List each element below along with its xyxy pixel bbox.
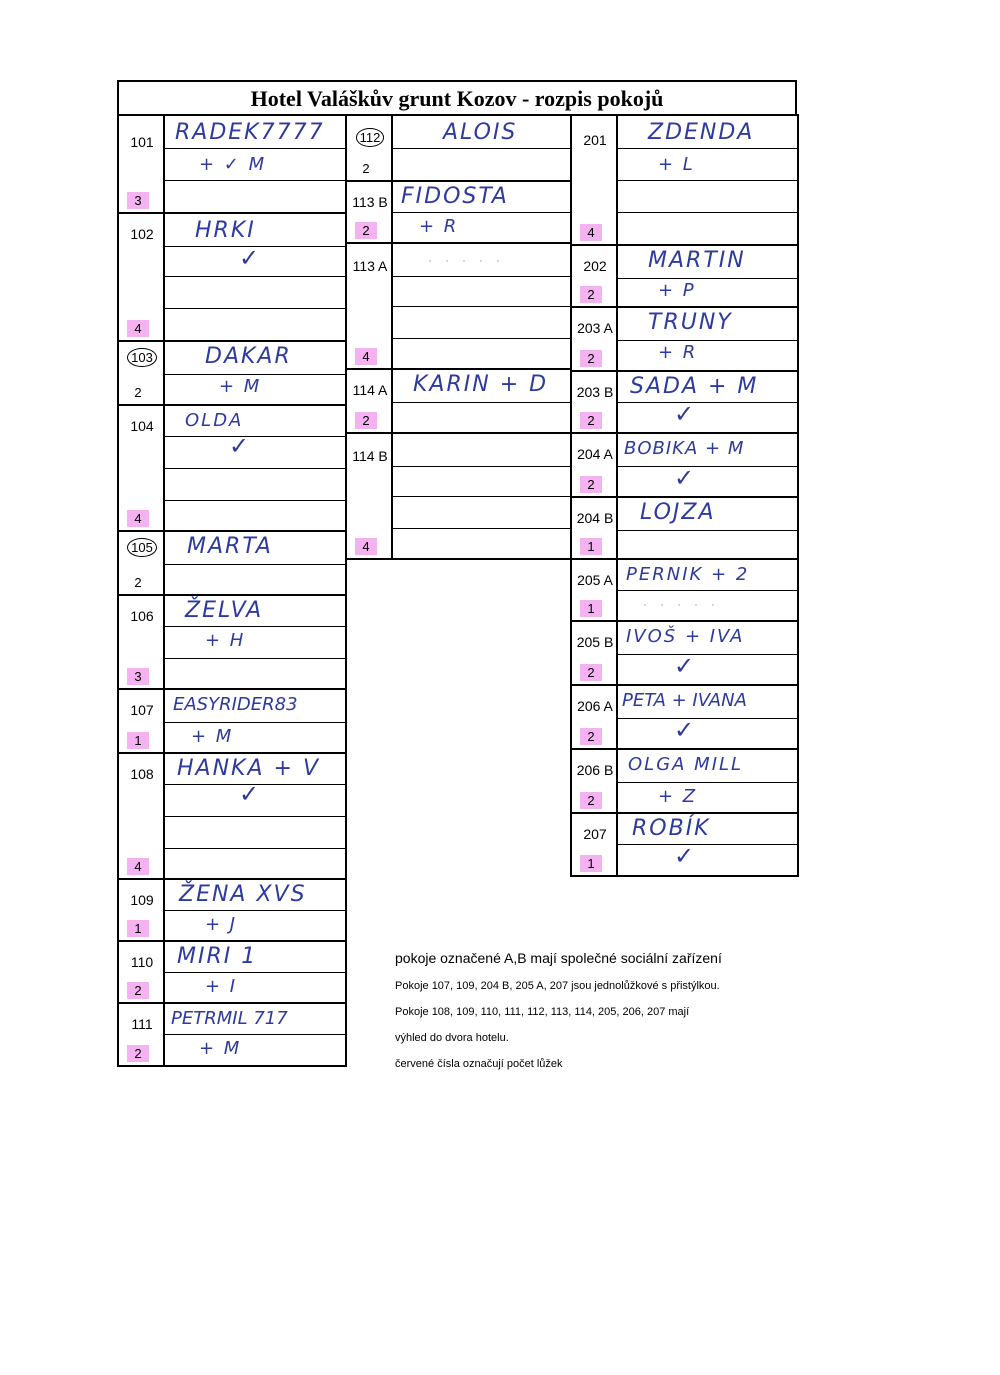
room-number: 203 A — [577, 320, 613, 336]
room-number: 203 B — [576, 384, 614, 400]
check-mark: ✓ — [674, 716, 695, 744]
bed-count: 2 — [355, 412, 377, 429]
bed-count: 4 — [127, 510, 149, 527]
guest-name: BOBIKA + M — [624, 438, 745, 459]
room-number: 109 — [130, 892, 154, 908]
room-202 — [572, 246, 797, 308]
bed-count: 2 — [127, 982, 149, 999]
room-number: 204 B — [576, 510, 614, 526]
room-number: 204 A — [577, 446, 613, 462]
room-number: 206 A — [577, 698, 613, 714]
check-mark: ✓ — [674, 400, 695, 428]
bed-count: 1 — [580, 538, 602, 555]
bed-count: 4 — [355, 348, 377, 365]
room-113a — [347, 244, 570, 370]
guest-note: + M — [199, 1038, 242, 1059]
room-number: 205 A — [577, 572, 613, 588]
room-101 — [119, 116, 345, 214]
guest-note: + P — [658, 280, 696, 301]
guest-name: TRUNY — [648, 310, 733, 335]
note-line: pokoje označené A,B mají společné sociální zařízení — [395, 950, 722, 966]
check-mark: ✓ — [239, 244, 260, 272]
room-number: 108 — [130, 766, 154, 782]
guest-name: HANKA + V — [177, 756, 320, 781]
room-206a — [572, 686, 797, 750]
guest-note: + R — [419, 216, 459, 237]
room-114a — [347, 370, 570, 434]
note-line: výhled do dvora hotelu. — [395, 1032, 509, 1044]
guest-name: ALOIS — [443, 120, 518, 145]
room-103 — [119, 342, 345, 406]
room-number: 104 — [130, 418, 154, 434]
room-104 — [119, 406, 345, 532]
room-number: 113 B — [352, 194, 388, 210]
room-201 — [572, 116, 797, 246]
guest-note: + M — [219, 376, 262, 397]
bed-count: 1 — [580, 600, 602, 617]
guest-name: OLGA MILL — [628, 754, 744, 775]
note-line: červené čísla označují počet lůžek — [395, 1058, 563, 1070]
bed-count: 3 — [127, 668, 149, 685]
guest-name: ŽELVA — [185, 598, 264, 623]
room-number: 102 — [130, 226, 154, 242]
room-number: 205 B — [576, 634, 614, 650]
guest-name: ŽENA XVS — [179, 882, 307, 907]
room-number: 113 A — [352, 258, 388, 274]
guest-name: SADA + M — [630, 374, 759, 399]
bed-count: 4 — [127, 320, 149, 337]
notes — [395, 950, 815, 1084]
room-108 — [119, 754, 345, 880]
room-number: 206 B — [576, 762, 614, 778]
bed-count: 2 — [580, 728, 602, 745]
bed-count: 3 — [127, 192, 149, 209]
guest-name: PERNIK + 2 — [626, 564, 750, 585]
room-109 — [119, 880, 345, 942]
room-203b — [572, 372, 797, 434]
guest-name: KARIN + D — [413, 372, 549, 397]
note-line: Pokoje 107, 109, 204 B, 205 A, 207 jsou jednolůžkové s přistýlkou. — [395, 980, 720, 992]
room-111 — [119, 1004, 345, 1065]
room-205a — [572, 560, 797, 622]
guest-name: HRKI — [195, 218, 256, 243]
bed-count: 2 — [580, 476, 602, 493]
guest-note: + I — [205, 976, 238, 997]
check-mark: ✓ — [674, 464, 695, 492]
room-106 — [119, 596, 345, 690]
bed-count: 4 — [127, 858, 149, 875]
room-110 — [119, 942, 345, 1004]
room-number: 101 — [130, 134, 154, 150]
bed-count: 4 — [580, 224, 602, 241]
guest-name: MARTIN — [648, 248, 746, 273]
bed-count: 2 — [580, 664, 602, 681]
room-number: 207 — [583, 826, 607, 842]
guest-note: + J — [205, 914, 238, 935]
bed-count: 1 — [127, 920, 149, 937]
room-number-circled: 112 — [347, 128, 393, 147]
erased-text: · · · · · — [642, 594, 719, 614]
room-203a — [572, 308, 797, 372]
column-2 — [345, 114, 572, 560]
guest-name: IVOŠ + IVA — [626, 626, 745, 647]
note-line: Pokoje 108, 109, 110, 111, 112, 113, 114, 205, 206, 207 mají — [395, 1006, 690, 1018]
erased-text: · · · · · — [427, 250, 504, 270]
guest-note: + L — [658, 154, 695, 175]
check-mark: ✓ — [239, 780, 260, 808]
check-mark: ✓ — [674, 652, 695, 680]
bed-count: 4 — [355, 538, 377, 555]
room-112 — [347, 116, 570, 182]
guest-note: + R — [658, 342, 698, 363]
room-204a — [572, 434, 797, 498]
bed-count: 2 — [580, 792, 602, 809]
bed-count: 2 — [127, 1045, 149, 1062]
room-113b — [347, 182, 570, 244]
check-mark: ✓ — [674, 842, 695, 870]
bed-count: 2 — [580, 286, 602, 303]
guest-name: EASYRIDER83 — [173, 694, 298, 715]
room-number-circled: 103 — [119, 348, 165, 367]
bed-count: 2 — [134, 385, 142, 400]
guest-name: PETA + IVANA — [622, 690, 747, 711]
guest-name: MIRI 1 — [177, 944, 258, 969]
room-number: 111 — [131, 1016, 153, 1032]
room-206b — [572, 750, 797, 814]
column-3 — [570, 114, 799, 877]
page-title: Hotel Valáškův grunt Kozov - rozpis pokojů — [117, 80, 797, 116]
guest-name: OLDA — [185, 410, 244, 431]
room-number: 202 — [583, 258, 607, 274]
room-number: 201 — [583, 132, 607, 148]
room-207 — [572, 814, 797, 875]
room-114b — [347, 434, 570, 558]
room-107 — [119, 690, 345, 754]
room-number: 107 — [130, 702, 154, 718]
bed-count: 1 — [580, 855, 602, 872]
room-number: 106 — [130, 608, 154, 624]
bed-count: 1 — [127, 732, 149, 749]
room-105 — [119, 532, 345, 596]
guest-name: MARTA — [187, 534, 273, 559]
room-102 — [119, 214, 345, 342]
guest-name: ZDENDA — [648, 120, 755, 145]
room-205b — [572, 622, 797, 686]
guest-note: + Z — [658, 786, 698, 807]
guest-name: FIDOSTA — [401, 184, 509, 209]
guest-note: + M — [191, 726, 234, 747]
guest-name: LOJZA — [640, 500, 716, 525]
room-number: 114 A — [352, 382, 388, 398]
bed-count: 2 — [580, 412, 602, 429]
bed-count: 2 — [134, 575, 142, 590]
room-number: 110 — [130, 954, 154, 970]
bed-count: 2 — [362, 161, 370, 176]
bed-count: 2 — [580, 350, 602, 367]
room-number: 114 B — [352, 448, 388, 464]
guest-name: DAKAR — [205, 344, 292, 369]
room-204b — [572, 498, 797, 560]
guest-note: + ✓ M — [199, 154, 267, 175]
column-1 — [117, 114, 347, 1067]
guest-name: RADEK7777 — [175, 120, 325, 145]
bed-count: 2 — [355, 222, 377, 239]
check-mark: ✓ — [229, 432, 250, 460]
guest-name: PETRMIL 717 — [171, 1008, 288, 1029]
guest-name: ROBÍK — [632, 816, 711, 841]
room-number-circled: 105 — [119, 538, 165, 557]
guest-note: + H — [205, 630, 246, 651]
